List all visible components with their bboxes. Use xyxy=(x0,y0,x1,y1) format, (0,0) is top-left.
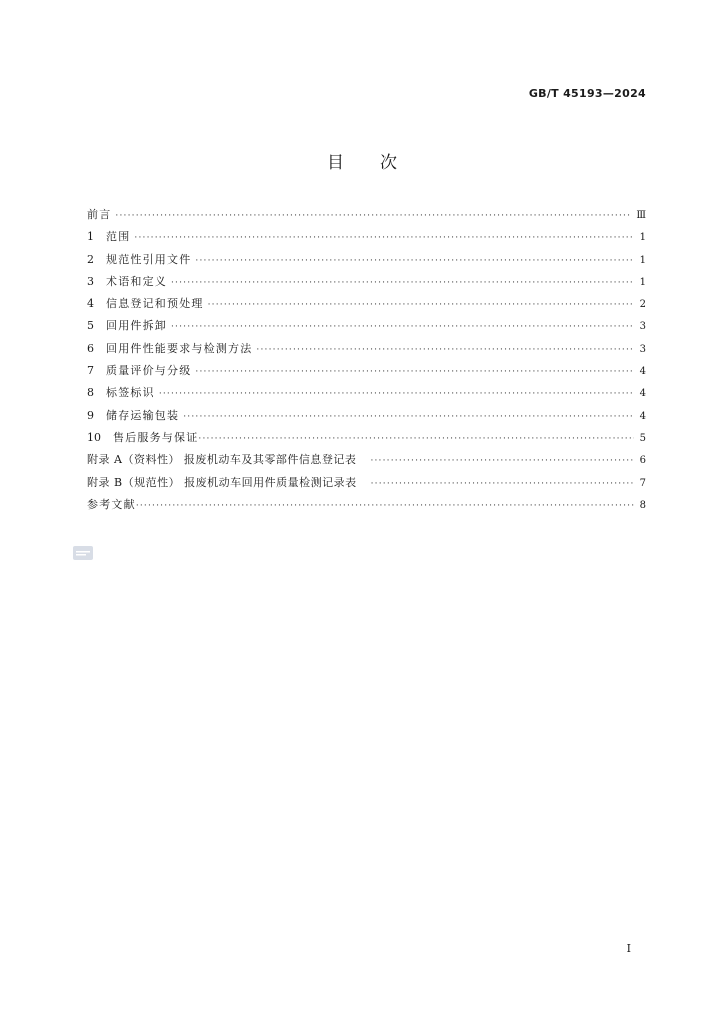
toc-entry-page: 2 xyxy=(639,299,646,311)
toc-entry-page: 4 xyxy=(639,388,646,400)
toc-entry-annex-b[interactable] xyxy=(87,474,646,496)
toc-leader xyxy=(195,256,634,266)
toc-entry-page: 8 xyxy=(639,499,646,511)
toc-leader xyxy=(115,211,632,221)
toc-entry-1[interactable] xyxy=(87,228,646,250)
toc-entry-4[interactable] xyxy=(87,295,646,317)
toc-entry-label: 标签标识 xyxy=(106,386,155,400)
toc-leader xyxy=(371,479,634,489)
toc-entry-page: Ⅲ xyxy=(636,210,646,221)
toc-entry-number: 7 xyxy=(87,364,94,378)
toc-entry-7[interactable] xyxy=(87,362,646,384)
toc-entry-label: 规范性引用文件 xyxy=(106,252,192,266)
toc-title: 目次 xyxy=(327,153,433,173)
toc-leader xyxy=(171,278,634,288)
toc-entry-page: 1 xyxy=(639,254,646,266)
toc-entry-6[interactable] xyxy=(87,340,646,362)
toc-leader xyxy=(136,501,634,511)
toc-entry-label: 参考文献 xyxy=(87,497,136,511)
toc-entry-number: 3 xyxy=(87,274,94,288)
toc-entry-page: 3 xyxy=(639,343,646,355)
toc-leader xyxy=(370,456,634,466)
toc-entry-label: 储存运输包装 xyxy=(106,408,180,422)
toc-entry-number: 5 xyxy=(87,319,94,333)
toc-entry-label: 前言 xyxy=(87,208,112,221)
toc-entry-3[interactable] xyxy=(87,273,646,295)
toc-entry-number: 4 xyxy=(87,297,94,311)
toc-entry-label: 回用件拆卸 xyxy=(106,319,167,333)
standard-number: GB/T 45193—2024 xyxy=(528,87,646,100)
toc-entry-foreword[interactable] xyxy=(87,206,646,228)
toc-leader xyxy=(134,233,634,243)
toc-entry-number: 8 xyxy=(87,386,94,400)
toc-entry-page: 1 xyxy=(639,276,646,288)
toc-entry-label: 术语和定义 xyxy=(106,274,167,288)
toc-entry-label: 回用件性能要求与检测方法 xyxy=(106,341,253,355)
toc-leader xyxy=(195,367,634,377)
toc-entry-page: 5 xyxy=(639,432,646,444)
watermark-logo-icon xyxy=(73,546,93,560)
toc-entry-8[interactable] xyxy=(87,384,646,406)
toc-list xyxy=(87,206,646,518)
toc-entry-page: 3 xyxy=(639,321,646,333)
toc-entry-2[interactable] xyxy=(87,251,646,273)
toc-entry-label: 附录 A（资料性） 报废机动车及其零部件信息登记表 xyxy=(87,453,357,467)
toc-entry-page: 4 xyxy=(639,410,646,422)
toc-entry-label: 附录 B（规范性） 报废机动车回用件质量检测记录表 xyxy=(87,475,357,489)
page-number: I xyxy=(626,942,631,955)
toc-entry-number: 6 xyxy=(87,341,94,355)
toc-entry-label: 售后服务与保证 xyxy=(113,430,199,444)
toc-entry-number: 10 xyxy=(87,430,101,444)
toc-entry-9[interactable] xyxy=(87,407,646,429)
toc-entry-page: 1 xyxy=(639,232,646,244)
toc-entry-number: 9 xyxy=(87,408,94,422)
toc-entry-annex-a[interactable] xyxy=(87,451,646,473)
toc-leader xyxy=(159,389,634,399)
toc-entry-page: 6 xyxy=(639,455,646,467)
toc-entry-label: 范围 xyxy=(106,230,131,244)
toc-entry-5[interactable] xyxy=(87,317,646,339)
toc-entry-label: 质量评价与分级 xyxy=(106,364,192,378)
toc-entry-10[interactable] xyxy=(87,429,646,451)
toc-entry-number: 2 xyxy=(87,252,94,266)
toc-leader xyxy=(198,434,634,444)
toc-entry-page: 4 xyxy=(639,366,646,378)
toc-entry-label: 信息登记和预处理 xyxy=(106,297,204,311)
toc-entry-number: 1 xyxy=(87,230,94,244)
toc-leader xyxy=(208,300,634,310)
toc-entry-bibliography[interactable] xyxy=(87,496,646,518)
toc-leader xyxy=(183,412,634,422)
toc-entry-page: 7 xyxy=(639,477,646,489)
toc-leader xyxy=(171,322,634,332)
toc-leader xyxy=(256,345,634,355)
